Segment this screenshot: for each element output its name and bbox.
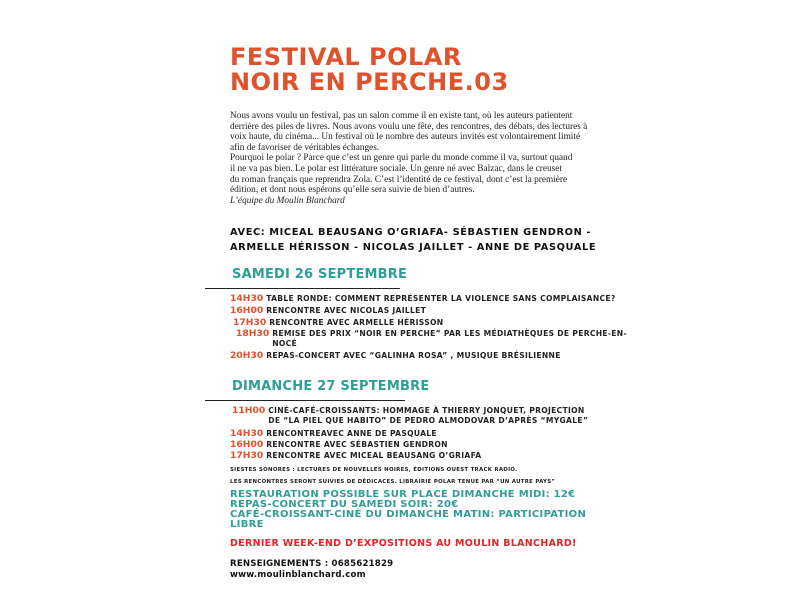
intro-line: afin de favoriser de véritables échanges. xyxy=(230,142,380,153)
intro-line: derrière des piles de livres. Nous avons voulu une fête, des rencontres, des débats, des lectures à xyxy=(230,121,588,132)
sunday-divider xyxy=(205,400,405,401)
event-description: REPAS-CONCERT AVEC “GALINHA ROSA” , MUSIQUE BRÉSILIENNE xyxy=(266,351,561,360)
festival-title xyxy=(230,45,509,95)
siestes-note: SIESTES SONORES : LECTURES DE NOUVELLES NOIRES, ÉDITIONS OUEST TRACK RADIO. xyxy=(230,467,518,473)
event-description: RENCONTRE AVEC ARMELLE HÉRISSON xyxy=(269,318,444,327)
contact-info xyxy=(230,559,393,581)
event-time: 16H00 xyxy=(230,439,264,450)
guest-list xyxy=(230,225,596,255)
title-line-2: NOIR EN PERCHE.03 xyxy=(230,68,509,96)
guest-line-2: ARMELLE HÉRISSON - NICOLAS JAILLET - ANNE DE PASQUALE xyxy=(230,242,597,253)
event-description: RENCONTRE AVEC MICEAL BEAUSANG O’GRIAFA xyxy=(266,451,482,460)
intro-line: Pourquoi le polar ? Parce que c’est un genre qui parle du monde comme il va, surtout quand xyxy=(230,153,573,164)
event-time: 17H30 xyxy=(230,450,264,461)
exhibition-announcement: DERNIER WEEK-END D’EXPOSITIONS AU MOULIN BLANCHARD! xyxy=(230,538,577,549)
saturday-divider xyxy=(205,288,400,289)
renseignements-phone: RENSEIGNEMENTS : 0685621829 xyxy=(230,559,394,569)
intro-line: voix haute, du cinéma... Un festival où le nombre des auteurs invités est volontairement limité xyxy=(230,132,581,143)
event-description-line: DE “LA PIEL QUE HABITO” DE PEDRO ALMODOVAR D’APRÈS “MYGALE” xyxy=(268,415,589,425)
sunday-heading: DIMANCHE 27 SEPTEMBRE xyxy=(232,379,430,394)
restauration-line: CAFÉ-CROISSANT-CINÉ DU DIMANCHE MATIN: PARTICIPATION xyxy=(230,509,587,520)
schedule-row xyxy=(230,451,481,461)
event-time: 14H30 xyxy=(230,428,264,439)
event-time: 11H00 xyxy=(232,405,266,416)
intro-line: du roman français que reprendra Zola. C’est l’identité de ce festival, dont c’est la première xyxy=(230,174,568,185)
schedule-row xyxy=(230,306,426,316)
restauration-line: RESTAURATION POSSIBLE SUR PLACE DIMANCHE MIDI: 12€ xyxy=(230,489,576,500)
intro-signature: L’équipe du Moulin Blanchard xyxy=(230,195,345,206)
event-time: 17H30 xyxy=(233,317,267,328)
event-description xyxy=(268,406,588,425)
intro-text xyxy=(230,111,605,206)
dedicaces-note: LES RENCONTRES SERONT SUIVIES DE DÉDICACES. LIBRAIRIE POLAR TENUE PAR “UN AUTRE PAYS” xyxy=(230,479,556,485)
event-description-line: CINÉ-CAFÉ-CROISSANTS: HOMMAGE À THIERRY JONQUET, PROJECTION xyxy=(268,406,585,415)
guest-line-1: AVEC: MICEAL BEAUSANG O’GRIAFA- SÉBASTIEN GENDRON - xyxy=(230,227,592,238)
restauration-info xyxy=(230,490,586,530)
intro-line: il ne va pas bien. Le polar est littérature sociale. Un genre né avec Balzac, dans le creuset xyxy=(230,163,562,174)
restauration-line: REPAS-CONCERT DU SAMEDI SOIR: 20€ xyxy=(230,499,459,510)
event-description: RENCONTREAVEC ANNE DE PASQUALE xyxy=(266,429,437,438)
schedule-row xyxy=(236,329,627,348)
event-description-line: NOCÉ xyxy=(272,338,297,348)
event-time: 20H30 xyxy=(230,350,264,361)
schedule-row xyxy=(230,440,448,450)
event-time: 14H30 xyxy=(230,293,264,304)
event-time: 18H30 xyxy=(236,328,270,339)
schedule-row xyxy=(232,406,588,425)
title-line-1: FESTIVAL POLAR xyxy=(230,43,462,71)
event-description-line: REMISE DES PRIX “NOIR EN PERCHE” PAR LES MÉDIATHÈQUES DE PERCHE-EN- xyxy=(272,329,627,338)
schedule-row xyxy=(230,429,437,439)
schedule-row xyxy=(230,351,561,361)
event-description xyxy=(272,329,627,348)
event-description: RENCONTRE AVEC NICOLAS JAILLET xyxy=(266,306,427,315)
event-description: TABLE RONDE: COMMENT REPRÉSENTER LA VIOLENCE SANS COMPLAISANCE? xyxy=(266,294,616,303)
saturday-heading: SAMEDI 26 SEPTEMBRE xyxy=(232,267,408,282)
intro-line: édition, et dont nous espérons qu’elle sera suivie de bien d’autres. xyxy=(230,185,475,196)
schedule-row xyxy=(233,318,443,328)
website-link[interactable]: www.moulinblanchard.com xyxy=(230,570,366,580)
event-time: 16H00 xyxy=(230,305,264,316)
schedule-row xyxy=(230,294,616,304)
restauration-line: LIBRE xyxy=(230,519,264,530)
event-description: RENCONTRE AVEC SÉBASTIEN GENDRON xyxy=(266,440,448,449)
intro-line: Nous avons voulu un festival, pas un salon comme il en existe tant, où les auteurs patientent xyxy=(230,111,573,121)
